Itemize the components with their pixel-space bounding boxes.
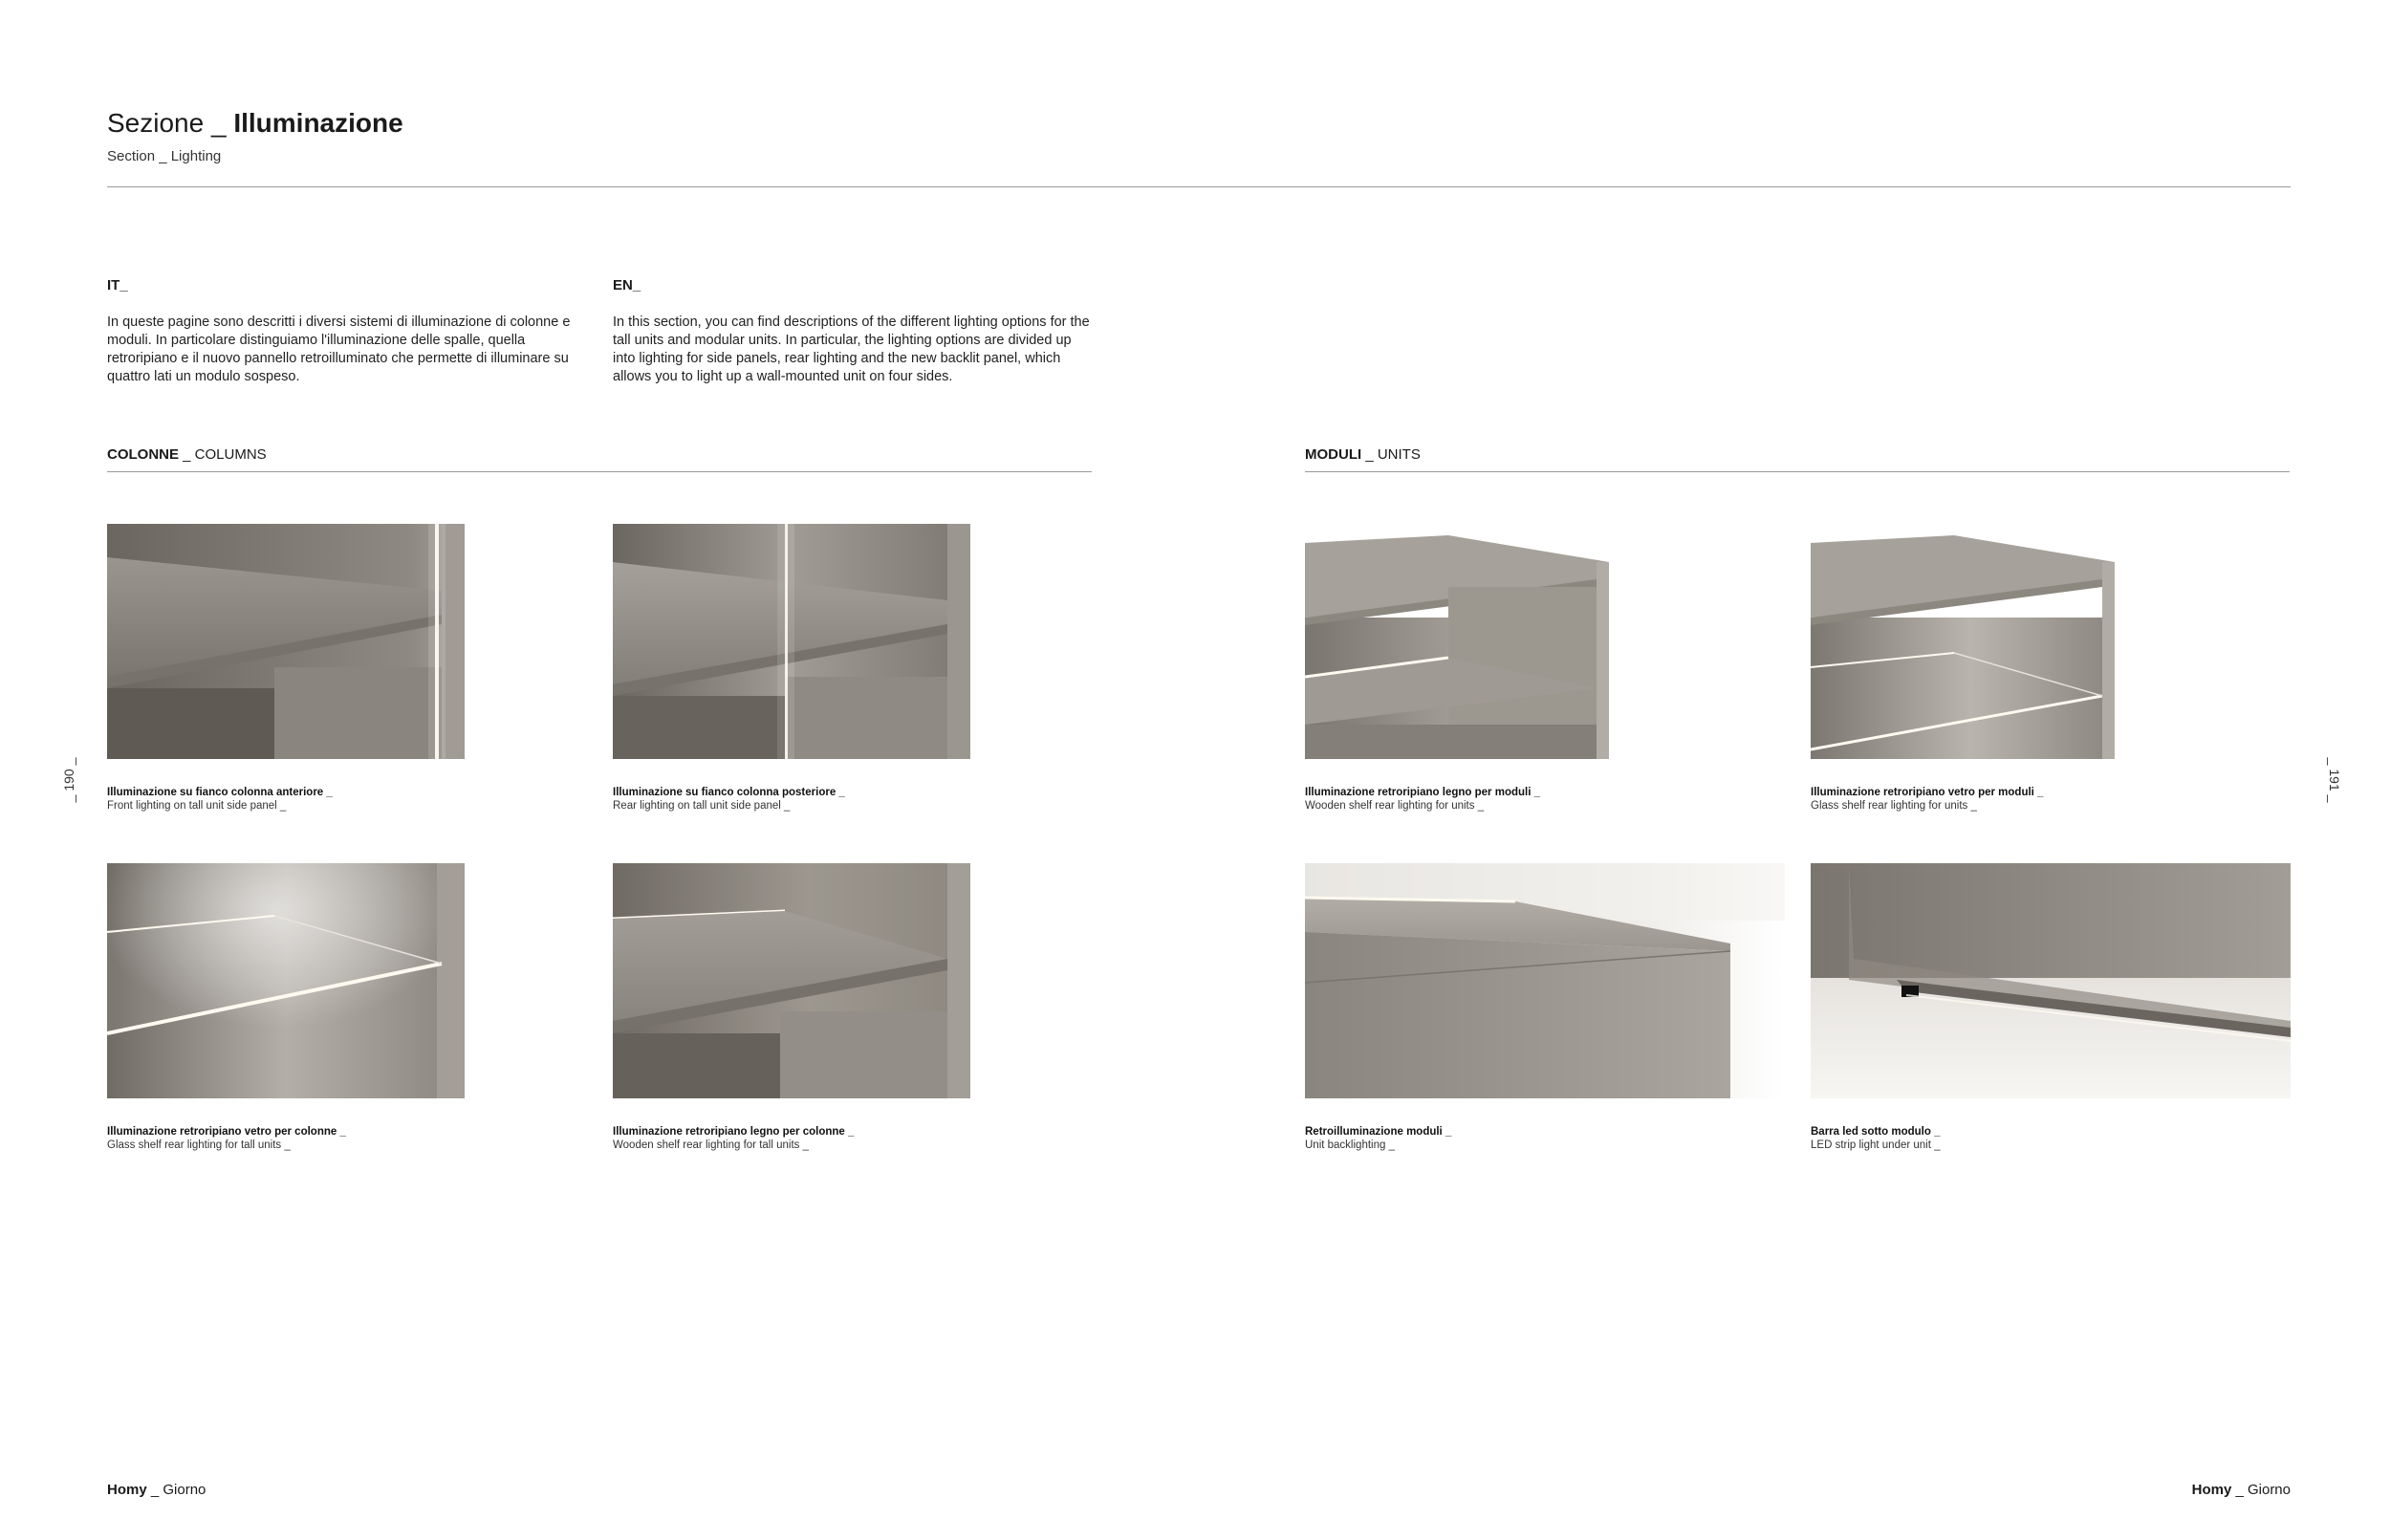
caption-it: Illuminazione retroripiano legno per colonne _ — [613, 1126, 855, 1138]
photo-wood-shelf-columns — [613, 863, 970, 1098]
caption-led-strip — [1811, 1125, 1941, 1152]
caption-it: Illuminazione retroripiano legno per moduli _ — [1305, 787, 1540, 798]
photo-led-strip-under-unit — [1811, 863, 2291, 1098]
page-number-right: _ 191 _ — [2327, 757, 2342, 803]
caption-en: Glass shelf rear lighting for tall units _ — [107, 1139, 291, 1151]
columns-divider — [107, 471, 1092, 472]
photo-glass-shelf-units — [1811, 524, 2115, 759]
columns-section-heading — [107, 446, 1092, 463]
title-bold: Illuminazione — [233, 108, 403, 138]
photo-front-side-lighting — [107, 524, 465, 759]
intro-en-lang: EN_ — [613, 277, 641, 293]
intro-english — [613, 277, 1091, 386]
caption-it: Illuminazione su fianco colonna posteriore _ — [613, 787, 845, 798]
caption-en: LED strip light under unit _ — [1811, 1139, 1941, 1151]
footer-collection: _ Giorno — [146, 1482, 206, 1498]
caption-it: Retroilluminazione moduli _ — [1305, 1126, 1452, 1138]
units-heading-rest: _ UNITS — [1361, 446, 1421, 463]
caption-it: Illuminazione su fianco colonna anteriore _ — [107, 787, 333, 798]
caption-en: Wooden shelf rear lighting for units _ — [1305, 800, 1485, 812]
units-divider — [1305, 471, 2290, 472]
footer-right — [2192, 1482, 2291, 1498]
caption-glass-shelf-units — [1811, 786, 2043, 813]
caption-unit-backlighting — [1305, 1125, 1451, 1152]
caption-wood-shelf-columns — [613, 1125, 854, 1152]
photo-rear-side-lighting — [613, 524, 970, 759]
intro-en-text: In this section, you can find descriptions of the different lighting options for the tall units and modular units. In particular, the lighting options are divided up into lighting for side panels, rear lighting and the new backlit panel, which allows you to light up a wall-mounted unit on four sides. — [613, 315, 1090, 384]
photo-unit-backlighting — [1305, 863, 1785, 1098]
caption-en: Unit backlighting _ — [1305, 1139, 1395, 1151]
caption-en: Glass shelf rear lighting for units _ — [1811, 800, 1977, 812]
section-header — [107, 107, 403, 164]
footer-left — [107, 1482, 206, 1498]
caption-glass-shelf-columns — [107, 1125, 346, 1152]
header-divider — [107, 186, 2291, 187]
caption-it: Illuminazione retroripiano vetro per moduli _ — [1811, 787, 2044, 798]
photo-glass-shelf-columns — [107, 863, 465, 1098]
units-heading-bold: MODULI — [1305, 446, 1362, 463]
footer-collection: _ Giorno — [2231, 1482, 2291, 1498]
caption-rear-side-lighting — [613, 786, 845, 813]
page-number-left: _ 190 _ — [61, 757, 76, 803]
intro-it-text: In queste pagine sono descritti i diversi sistemi di illuminazione di colonne e moduli. In particolare distinguiamo l'illuminazione delle spalle, quella retroripiano e il nuovo pannello retroilluminato che permette di illuminare su quattro lati un modulo sospeso. — [107, 315, 571, 384]
intro-italian — [107, 277, 585, 386]
page-subtitle: Section _ Lighting — [107, 148, 222, 164]
title-prefix: Sezione _ — [107, 108, 234, 138]
footer-brand: Homy — [2191, 1482, 2232, 1498]
caption-it: Barra led sotto modulo _ — [1811, 1126, 1941, 1138]
intro-it-lang: IT_ — [107, 277, 128, 293]
caption-front-side-lighting — [107, 786, 333, 813]
footer-brand: Homy — [107, 1482, 147, 1498]
units-section-heading — [1305, 446, 2290, 463]
caption-en: Front lighting on tall unit side panel _ — [107, 800, 287, 812]
caption-wood-shelf-units — [1305, 786, 1540, 813]
photo-wood-shelf-units — [1305, 524, 1609, 759]
columns-heading-bold: COLONNE — [107, 446, 179, 463]
caption-en: Rear lighting on tall unit side panel _ — [613, 800, 791, 812]
columns-heading-rest: _ COLUMNS — [179, 446, 267, 463]
caption-it: Illuminazione retroripiano vetro per colonne _ — [107, 1126, 346, 1138]
caption-en: Wooden shelf rear lighting for tall units _ — [613, 1139, 809, 1151]
page-title — [107, 107, 403, 140]
